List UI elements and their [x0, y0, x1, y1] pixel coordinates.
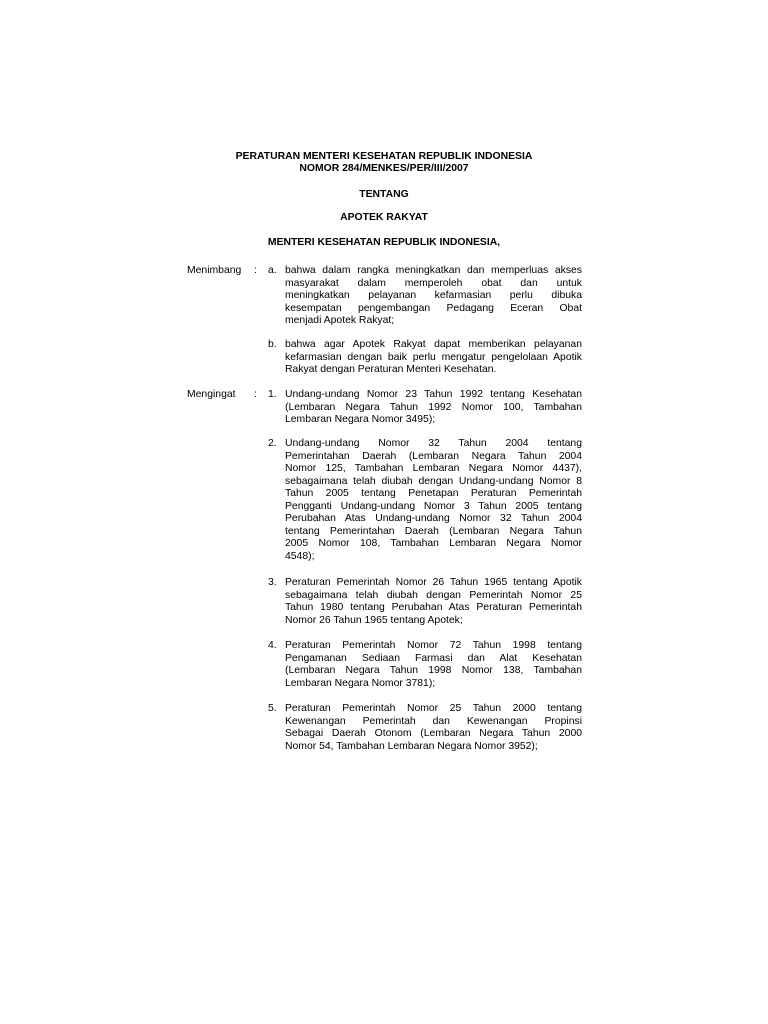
item-text — [285, 577, 582, 627]
text-line: bahwa agar Apotek Rakyat dapat memberikan pelayanan — [285, 339, 582, 350]
text-line: Undang-undang Nomor 23 Tahun 1992 tentang Kesehatan — [285, 389, 582, 400]
text-line: Nomor 26 Tahun 1965 tentang Apotek; — [285, 614, 463, 626]
text-line: masyarakat dalam memperoleh obat dan untuk — [285, 277, 582, 289]
text-line: Tahun 2005 tentang Penetapan Peraturan Pemerintah — [285, 488, 582, 499]
text-line: menjadi Apotek Rakyat; — [285, 315, 395, 326]
text-line: Tahun 1980 tentang Perubahan Atas Peraturan Pemerintah — [285, 602, 582, 613]
menimbang-colon: : — [254, 265, 257, 276]
item-marker: 1. — [268, 389, 277, 400]
item-text — [285, 640, 582, 690]
text-line: (Lembaran Negara Tahun 1998 Nomor 138, Tambahan — [285, 665, 582, 676]
text-line: tentang Pemerintahan Daerah (Lembaran Negara Tahun — [285, 525, 582, 537]
text-line: (Lembaran Negara Tahun 1992 Nomor 100, Tambahan — [285, 401, 582, 413]
item-text — [285, 438, 582, 563]
text-line: Nomor 54, Tambahan Lembaran Negara Nomor 3952); — [285, 740, 538, 752]
text-line: sebagaimana telah diubah dengan Pemerintah Nomor 25 — [285, 589, 582, 601]
text-line: Rakyat dengan Peraturan Menteri Kesehatan. — [285, 364, 497, 375]
text-line: Peraturan Pemerintah Nomor 25 Tahun 2000 tentang — [285, 703, 582, 714]
text-line: Peraturan Pemerintah Nomor 72 Tahun 1998 tentang — [285, 640, 582, 651]
text-line: Kewenangan Pemerintah dan Kewenangan Propinsi — [285, 715, 582, 727]
text-line: Pemerintahan Daerah (Lembaran Negara Tahun 2004 — [285, 450, 582, 462]
regulation-subject: APOTEK RAKYAT — [340, 212, 428, 223]
item-marker: a. — [268, 265, 277, 276]
text-line: Peraturan Pemerintah Nomor 26 Tahun 1965 tentang Apotik — [285, 577, 582, 588]
text-line: meningkatkan pelayanan kefarmasian perlu dibuka — [285, 290, 582, 301]
item-marker: b. — [268, 339, 277, 350]
text-line: Pengamanan Sediaan Farmasi dan Alat Kesehatan — [285, 652, 582, 664]
regulation-number: NOMOR 284/MENKES/PER/III/2007 — [299, 163, 469, 174]
text-line: Lembaran Negara Nomor 3495); — [285, 414, 436, 425]
text-line: kefarmasian dengan baik perlu mengatur pengelolaan Apotik — [285, 351, 582, 363]
text-line: 2005 Nomor 108, Tambahan Lembaran Negara Nomor — [285, 538, 582, 549]
text-line: sebagaimana telah diubah dengan Undang-undang Nomor 8 — [285, 475, 582, 487]
text-line: Nomor 125, Tambahan Lembaran Negara Nomor 4437), — [285, 463, 582, 474]
text-line: kesempatan pengembangan Pedagang Eceran Obat — [285, 302, 582, 314]
text-line: Undang-undang Nomor 32 Tahun 2004 tentang — [285, 438, 582, 449]
item-text — [285, 265, 582, 328]
item-marker: 5. — [268, 703, 277, 714]
text-line: Perubahan Atas Undang-undang Nomor 32 Tahun 2004 — [285, 513, 582, 524]
item-marker: 3. — [268, 577, 277, 588]
item-text — [285, 339, 582, 377]
text-line: bahwa dalam rangka meningkatkan dan memperluas akses — [285, 265, 582, 276]
regulation-title: PERATURAN MENTERI KESEHATAN REPUBLIK INDONESIA — [235, 151, 533, 162]
text-line: Sebagai Daerah Otonom (Lembaran Negara Tahun 2000 — [285, 728, 582, 739]
text-line: Pengganti Undang-undang Nomor 3 Tahun 2005 tentang — [285, 500, 582, 512]
text-line: 4548); — [285, 550, 315, 562]
item-marker: 2. — [268, 438, 277, 449]
menimbang-label: Menimbang — [187, 265, 242, 276]
mengingat-colon: : — [254, 389, 257, 400]
text-line: Lembaran Negara Nomor 3781); — [285, 677, 436, 689]
tentang-heading: TENTANG — [359, 189, 409, 200]
item-text — [285, 703, 582, 753]
mengingat-label: Mengingat — [187, 389, 236, 400]
item-text — [285, 389, 582, 427]
issuer-heading: MENTERI KESEHATAN REPUBLIK INDONESIA, — [267, 237, 501, 248]
item-marker: 4. — [268, 640, 277, 651]
